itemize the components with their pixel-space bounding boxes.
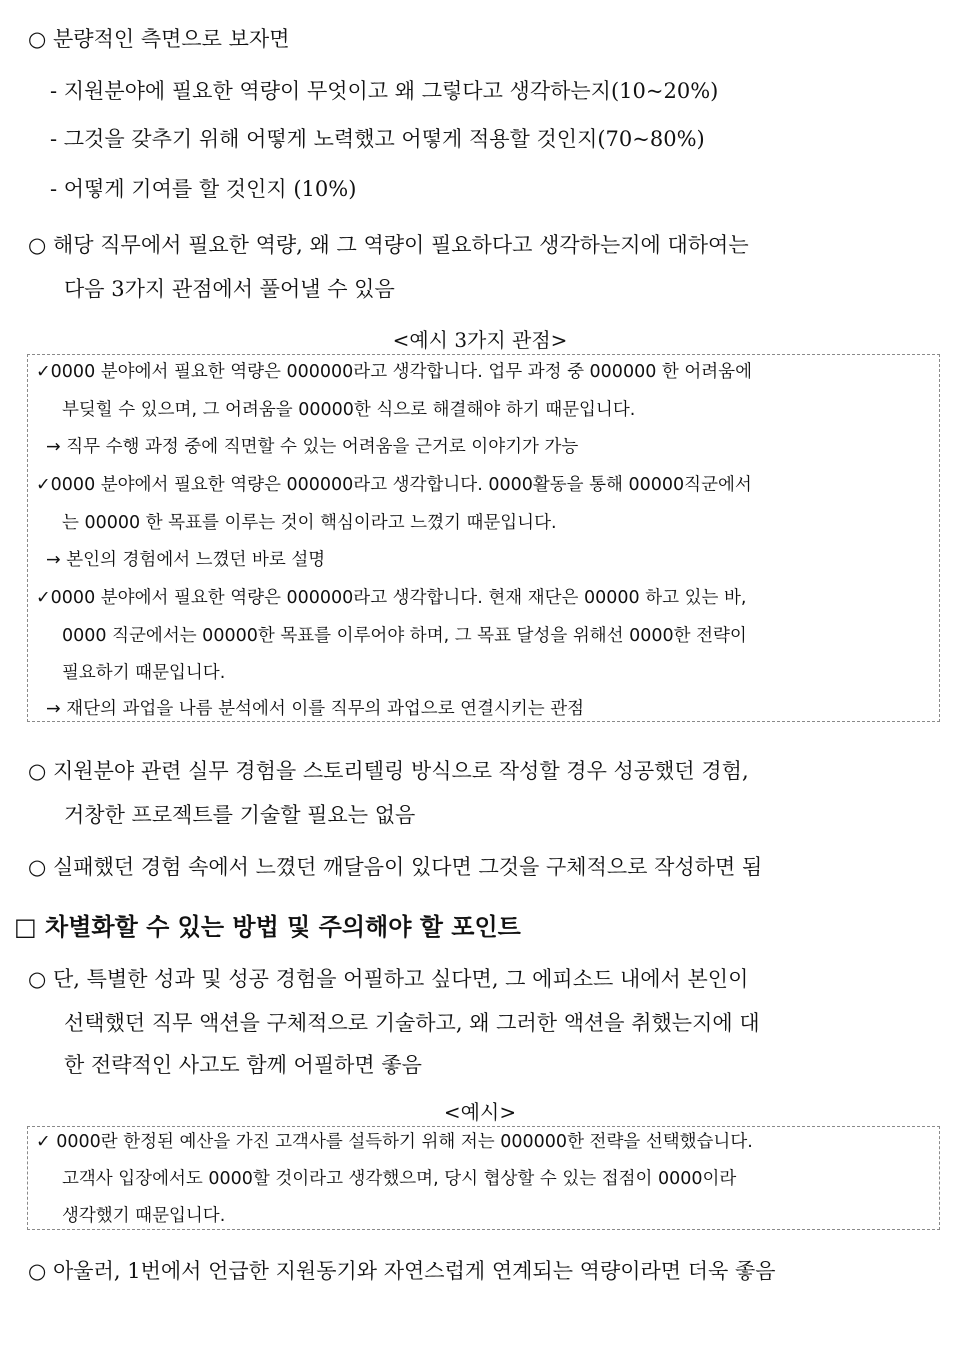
example-item-2-line2: 는 00000 한 목표를 이루는 것이 핵심이라고 느꼈기 때문입니다. (62, 513, 557, 533)
bullet-storytelling-line2: 거창한 프로젝트를 기술할 필요는 없음 (64, 803, 416, 827)
example-caption: <예시> (443, 1100, 517, 1124)
example-item-3-line3: 필요하기 때문입니다. (62, 663, 226, 683)
dash-item-3: - 어떻게 기여를 할 것인지 (10%) (50, 177, 357, 201)
example-item-2-note: → 본인의 경험에서 느꼈던 바로 설명 (46, 550, 326, 570)
bullet-failure: ○ 실패했던 경험 속에서 느꼈던 깨달음이 있다면 그것을 구체적으로 작성하면 됨 (28, 855, 763, 879)
example-line3: 생각했기 때문입니다. (62, 1206, 226, 1226)
example-item-2-line1: ✓0000 분야에서 필요한 역량은 000000라고 생각합니다. 0000활동을 통해 00000직군에서 (36, 475, 752, 495)
bullet-achievement-line1: ○ 단, 특별한 성과 및 성공 경험을 어필하고 싶다면, 그 에피소드 내에서 본인이 (28, 967, 749, 991)
bullet-motivation-link: ○ 아울러, 1번에서 언급한 지원동기와 자연스럽게 연계되는 역량이라면 더욱 좋음 (28, 1259, 776, 1283)
section-heading-differentiation: □ 차별화할 수 있는 방법 및 주의해야 할 포인트 (14, 913, 521, 941)
bullet-achievement-line3: 한 전략적인 사고도 함께 어필하면 좋음 (64, 1053, 422, 1077)
example-item-1-line2: 부딪힐 수 있으며, 그 어려움을 00000한 식으로 해결해야 하기 때문입니다. (62, 400, 636, 420)
example-item-3-line2: 0000 직군에서는 00000한 목표를 이루어야 하며, 그 목표 달성을 위해선 0000한 전략이 (62, 626, 747, 646)
bullet-competency-line1: ○ 해당 직무에서 필요한 역량, 왜 그 역량이 필요하다고 생각하는지에 대하여는 (28, 233, 749, 257)
example-item-3-note: → 재단의 과업을 나름 분석에서 이를 직무의 과업으로 연결시키는 관점 (46, 699, 585, 719)
dash-item-1: - 지원분야에 필요한 역량이 무엇이고 왜 그렇다고 생각하는지(10~20%) (50, 79, 719, 103)
example-box (27, 1126, 940, 1230)
bullet-achievement-line2: 선택했던 직무 액션을 구체적으로 기술하고, 왜 그러한 액션을 취했는지에 대 (64, 1011, 760, 1035)
example-item-1-note: → 직무 수행 과정 중에 직면할 수 있는 어려움을 근거로 이야기가 가능 (46, 437, 579, 457)
example-item-1-line1: ✓0000 분야에서 필요한 역량은 000000라고 생각합니다. 업무 과정 중 000000 한 어려움에 (36, 362, 752, 382)
example-box-3-views (27, 354, 940, 722)
example-line1: ✓ 0000란 한정된 예산을 가진 고객사를 설득하기 위해 저는 000000한 전략을 선택했습니다. (36, 1132, 753, 1152)
example-item-3-line1: ✓0000 분야에서 필요한 역량은 000000라고 생각합니다. 현재 재단은 00000 하고 있는 바, (36, 588, 747, 608)
example-line2: 고객사 입장에서도 0000할 것이라고 생각했으며, 당시 협상할 수 있는 접점이 0000이라 (62, 1169, 737, 1189)
example-caption-3-views: <예시 3가지 관점> (392, 328, 568, 352)
bullet-volume: ○ 분량적인 측면으로 보자면 (28, 27, 290, 51)
dash-item-2: - 그것을 갖추기 위해 어떻게 노력했고 어떻게 적용할 것인지(70~80%) (50, 127, 705, 151)
bullet-storytelling-line1: ○ 지원분야 관련 실무 경험을 스토리텔링 방식으로 작성할 경우 성공했던 경험, (28, 759, 749, 783)
bullet-competency-line2: 다음 3가지 관점에서 풀어낼 수 있음 (64, 277, 395, 301)
